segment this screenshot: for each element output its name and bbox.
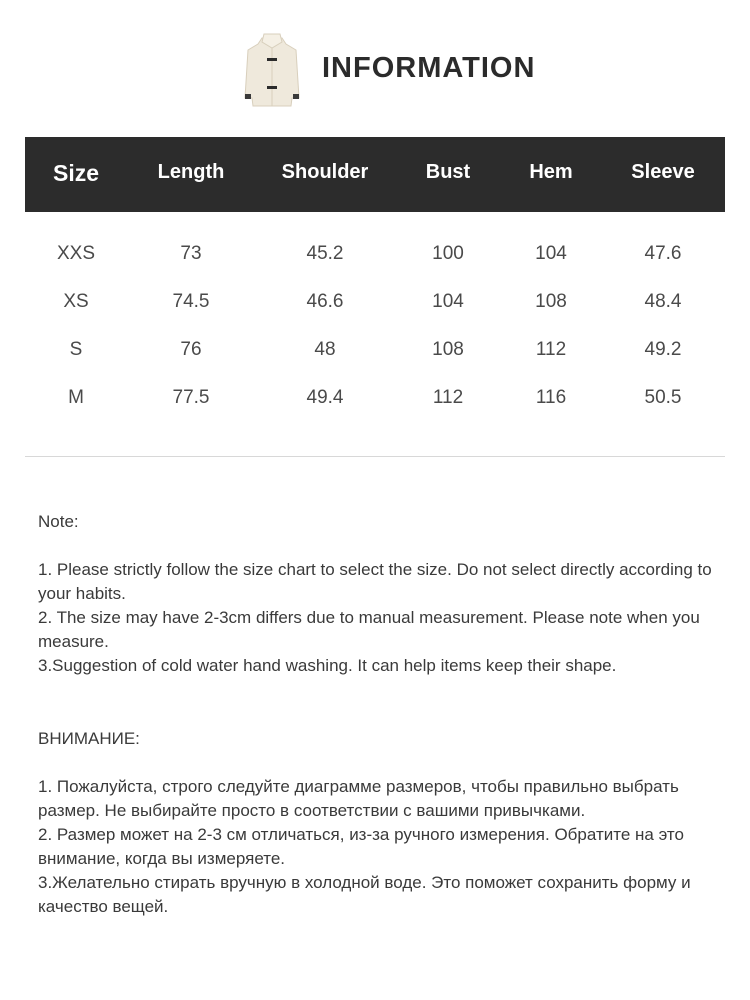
table-cell: 76 — [180, 339, 202, 360]
table-cell: 74.5 — [172, 291, 210, 312]
table-cell: 112 — [535, 339, 567, 360]
header — [0, 30, 750, 112]
table-cell: 45.2 — [306, 243, 344, 264]
table-row — [0, 339, 750, 369]
column-header-size: Size — [52, 160, 100, 186]
column-header-shoulder: Shoulder — [281, 161, 369, 183]
note-line: 1. Please strictly follow the size chart to select the size. Do not select directly according to your habits. — [38, 560, 712, 603]
page-title: INFORMATION — [322, 52, 536, 84]
table-cell: 104 — [535, 243, 567, 264]
column-header-length: Length — [157, 161, 225, 183]
table-cell: 104 — [432, 291, 464, 312]
table-cell: 48.4 — [644, 291, 682, 312]
table-cell: 112 — [432, 387, 464, 408]
table-cell: 49.2 — [644, 339, 682, 360]
table-row — [0, 291, 750, 321]
notes-heading: ВНИМАНИЕ: — [38, 729, 140, 748]
table-cell: 48 — [314, 339, 336, 360]
note-line: 2. The size may have 2-3cm differs due to manual measurement. Please note when you measure. — [38, 608, 700, 651]
table-cell: 116 — [535, 387, 567, 408]
note-line: 3.Suggestion of cold water hand washing. It can help items keep their shape. — [38, 656, 617, 675]
column-header-sleeve: Sleeve — [631, 161, 695, 183]
table-cell: M — [68, 387, 84, 408]
note-line: 2. Размер может на 2-3 см отличаться, из-за ручного измерения. Обратите на это внимание, когда вы измеряете. — [38, 825, 684, 868]
divider — [25, 456, 725, 457]
table-cell: 47.6 — [644, 243, 682, 264]
table-cell: 77.5 — [172, 387, 210, 408]
note-line: 3.Желательно стирать вручную в холодной воде. Это поможет сохранить форму и качество вещей. — [38, 873, 691, 916]
note-line: 1. Пожалуйста, строго следуйте диаграмме размеров, чтобы правильно выбрать размер. Не выбирайте просто в соответствии с вашими привычками. — [38, 777, 679, 820]
size-table-header — [25, 137, 725, 212]
table-cell: 108 — [432, 339, 464, 360]
table-cell: 49.4 — [306, 387, 344, 408]
column-header-hem: Hem — [529, 161, 573, 183]
table-cell: 46.6 — [306, 291, 344, 312]
table-cell: XXS — [56, 243, 96, 264]
table-cell: 73 — [180, 243, 202, 264]
notes-english — [38, 510, 718, 678]
table-cell: S — [69, 339, 83, 360]
table-cell: 108 — [535, 291, 567, 312]
table-row — [0, 243, 750, 273]
coat-icon — [242, 30, 302, 112]
notes-heading: Note: — [38, 512, 79, 531]
notes-russian — [38, 727, 718, 919]
table-row — [0, 387, 750, 417]
table-cell: XS — [63, 291, 89, 312]
table-cell: 100 — [432, 243, 464, 264]
table-cell: 50.5 — [644, 387, 682, 408]
column-header-bust: Bust — [425, 161, 471, 183]
